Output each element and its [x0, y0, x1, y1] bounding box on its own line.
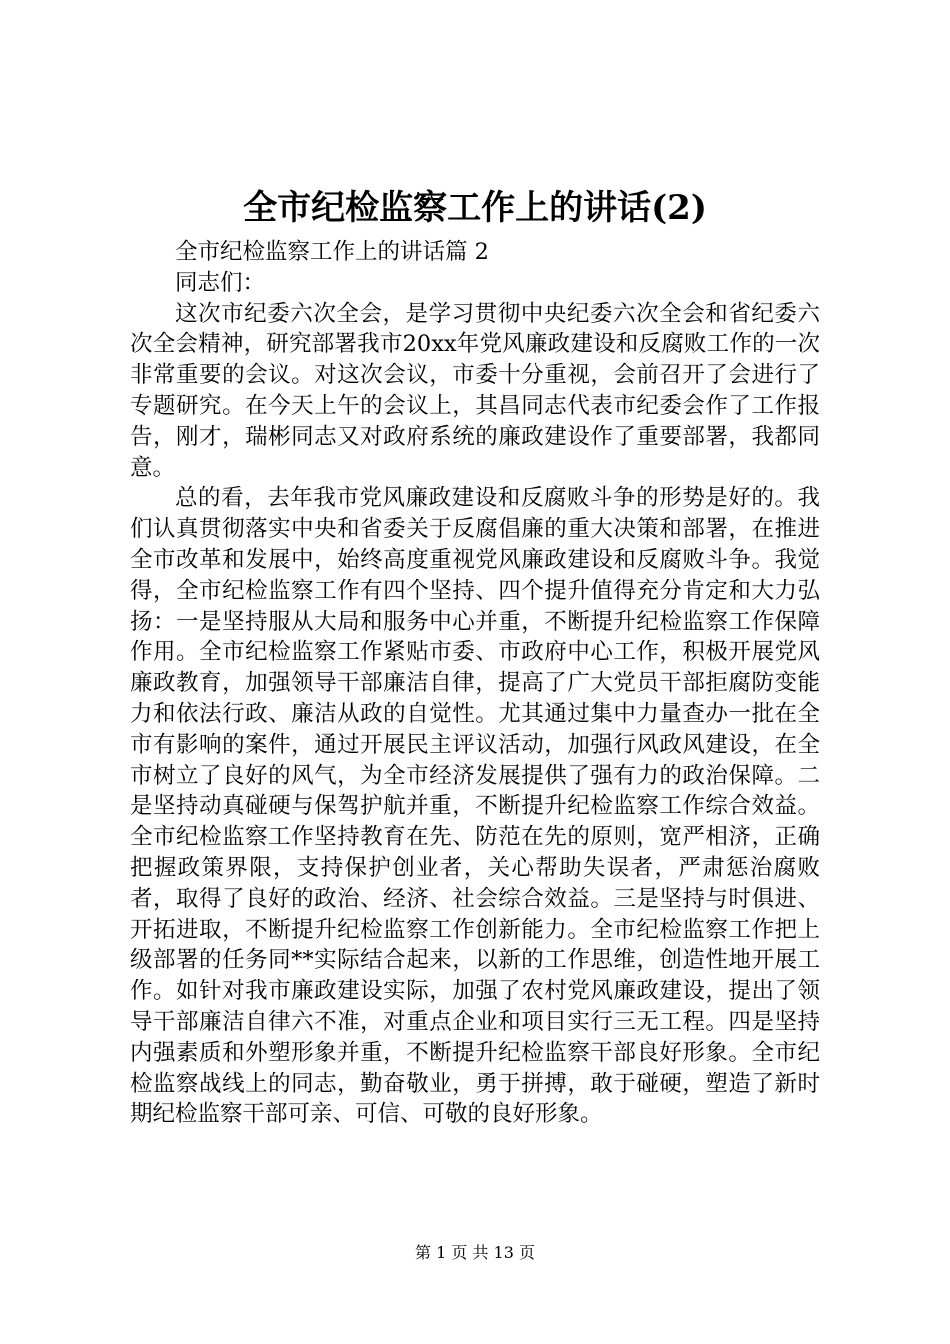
paragraph-2: 总的看，去年我市党风廉政建设和反腐败斗争的形势是好的。我们认真贯彻落实中央和省委关于反腐倡廉的重大决策和部署，在推进全市改革和发展中，始终高度重视党风廉政建设和反腐败斗争。我觉得，全市纪检监察工作有四个坚持、四个提升值得充分肯定和大力弘扬：一是坚持服从大局和服务中心并重，不断提升纪检监察工作保障作用。全市纪检监察工作紧贴市委、市政府中心工作，积极开展党风廉政教育，加强领导干部廉洁自律，提高了广大党员干部拒腐防变能力和依法行政、廉洁从政的自觉性。尤其通过集中力量查办一批在全市有影响的案件，通过开展民主评议活动，加强行风政风建设，在全市树立了良好的风气，为全市经济发展提供了强有力的政治保障。二是坚持动真碰硬与保驾护航并重，不断提升纪检监察工作综合效益。全市纪检监察工作坚持教育在先、防范在先的原则，宽严相济，正确把握政策界限，支持保护创业者，关心帮助失误者，严肃惩治腐败者，取得了良好的政治、经济、社会综合效益。三是坚持与时俱进、开拓进取，不断提升纪检监察工作创新能力。全市纪检监察工作把上级部署的任务同**实际结合起来，以新的工作思维，创造性地开展工作。如针对我市廉政建设实际，加强了农村党风廉政建设，提出了领导干部廉洁自律六不准，对重点企业和项目实行三无工程。四是坚持内强素质和外塑形象并重，不断提升纪检监察干部良好形象。全市纪检监察战线上的同志，勤奋敬业，勇于拼搏，敢于碰硬，塑造了新时期纪检监察干部可亲、可信、可敬的良好形象。 — [130, 485, 820, 1128]
document-body — [130, 237, 820, 1130]
subtitle-line: 全市纪检监察工作上的讲话篇 2 — [175, 239, 489, 265]
greeting-line: 同志们： — [175, 269, 266, 296]
page-footer: 第 1 页 共 13 页 — [415, 1243, 535, 1262]
paragraph-1: 这次市纪委六次全会，是学习贯彻中央纪委六次全会和省纪委六次全会精神，研究部署我市20xx年党风廉政建设和反腐败工作的一次非常重要的会议。对这次会议，市委十分重视，会前召开了会进行了专题研究。在今天上午的会议上，其昌同志代表市纪委会作了工作报告，刚才，瑞彬同志又对政府系统的廉政建设作了重要部署，我都同意。 — [130, 300, 820, 481]
document-title: 全市纪检监察工作上的讲话(2) — [243, 188, 707, 228]
